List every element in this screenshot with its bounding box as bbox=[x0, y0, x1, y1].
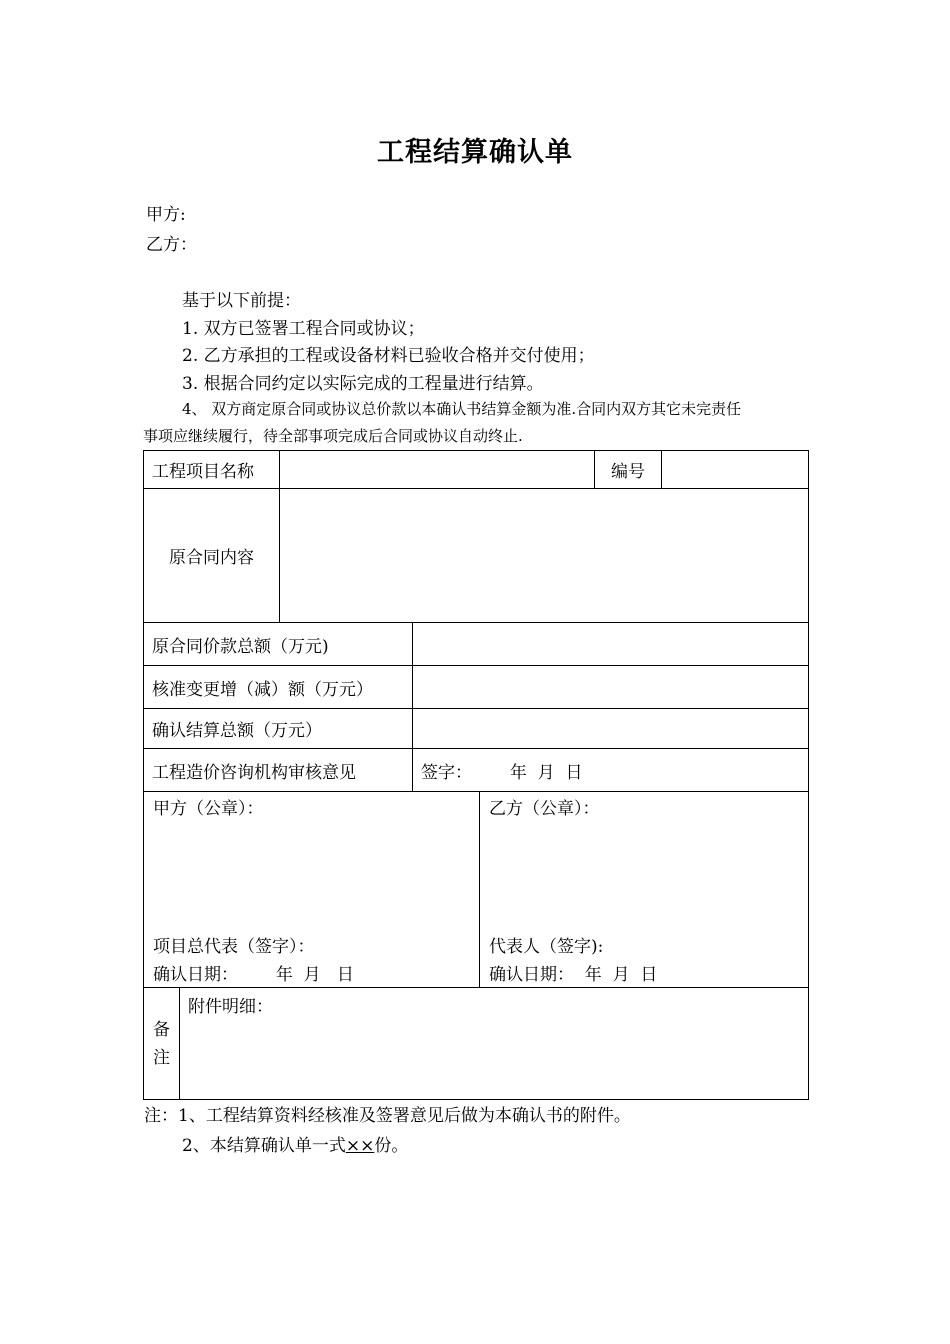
change-amount-label: 核准变更增（减）额（万元） bbox=[144, 666, 413, 709]
party-a-date-label: 确认日期： 年 月 日 bbox=[153, 965, 354, 985]
settlement-form-table bbox=[143, 450, 809, 1100]
cost-review-signature[interactable]: 签字： 年 月 日 bbox=[413, 749, 809, 792]
number-field[interactable] bbox=[662, 451, 809, 489]
remarks-char: 注 bbox=[153, 1047, 170, 1068]
change-amount-field[interactable] bbox=[413, 666, 809, 709]
premise-intro: 基于以下前提： bbox=[182, 291, 301, 311]
cost-review-label: 工程造价咨询机构审核意见 bbox=[144, 749, 413, 792]
confirmed-total-field[interactable] bbox=[413, 709, 809, 749]
premise-item-4: 4、 双方商定原合同或协议总价款以本确认书结算金额为准.合同内双方其它未完责任 bbox=[182, 400, 742, 418]
attachments-field[interactable] bbox=[180, 988, 809, 1100]
note-2-prefix: 2、本结算确认单一式 bbox=[182, 1136, 346, 1156]
remarks-char: 备 bbox=[153, 1019, 170, 1040]
copies-blank: ×× bbox=[345, 1136, 375, 1156]
party-a-rep-label: 项目总代表（签字）： bbox=[153, 937, 315, 957]
attachments-label: 附件明细： bbox=[188, 997, 273, 1017]
premise-item: 1. 双方已签署工程合同或协议； bbox=[182, 319, 425, 339]
remarks-label bbox=[144, 988, 180, 1100]
premise-item-4-cont: 事项应继续履行，待全部事项完成后合同或协议自动终止. bbox=[143, 427, 523, 445]
original-content-field[interactable] bbox=[280, 489, 809, 623]
party-a-seal-label: 甲方（公章）： bbox=[153, 799, 264, 819]
note-2 bbox=[182, 1131, 408, 1156]
original-total-label: 原合同价款总额（万元) bbox=[144, 623, 413, 666]
confirmed-total-label: 确认结算总额（万元） bbox=[144, 709, 413, 749]
original-total-field[interactable] bbox=[413, 623, 809, 666]
party-b-date-label: 确认日期： 年 月 日 bbox=[489, 965, 658, 985]
project-name-label: 工程项目名称 bbox=[144, 451, 280, 489]
party-a-signature-cell[interactable] bbox=[144, 792, 480, 988]
project-name-field[interactable] bbox=[280, 451, 595, 489]
number-label: 编号 bbox=[595, 451, 662, 489]
party-b-seal-label: 乙方（公章）： bbox=[489, 799, 600, 819]
party-b-signature-cell[interactable] bbox=[480, 792, 809, 988]
document-title: 工程结算确认单 bbox=[377, 137, 573, 168]
premise-item: 3. 根据合同约定以实际完成的工程量进行结算。 bbox=[182, 374, 544, 394]
original-content-label: 原合同内容 bbox=[144, 489, 280, 623]
note-1: 注：1、工程结算资料经核准及签署意见后做为本确认书的附件。 bbox=[144, 1106, 631, 1126]
party-b-rep-label: 代表人（签字): bbox=[489, 937, 604, 957]
party-b-line: 乙方： bbox=[146, 235, 197, 255]
party-a-line: 甲方: bbox=[146, 205, 186, 225]
premise-item: 2. 乙方承担的工程或设备材料已验收合格并交付使用； bbox=[182, 346, 595, 366]
note-2-suffix: 份。 bbox=[374, 1136, 409, 1156]
